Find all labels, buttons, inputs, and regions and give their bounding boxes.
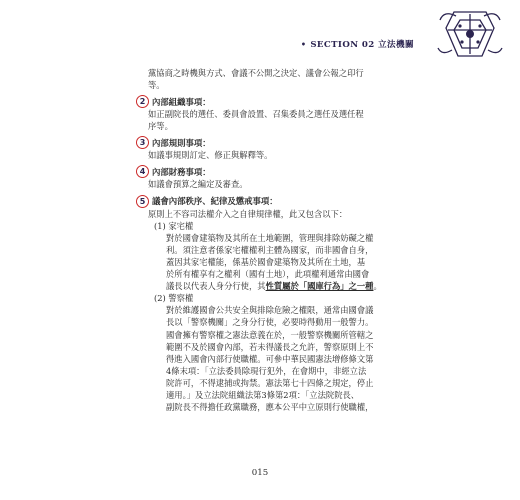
item-title: 內部規則事項： [152, 137, 211, 148]
text-line: 4條末項：「立法委員除現行犯外，在會期中，非經立法 [166, 365, 367, 376]
item-number-badge: 4 [136, 165, 149, 178]
emphasized-underlined-text: 性質屬於「國庫行為」之一種 [265, 281, 374, 292]
item-body [148, 149, 400, 161]
sub-item-label: (1) 家宅權 [154, 220, 194, 231]
list-item [139, 136, 400, 161]
text-line: 等。 [148, 80, 165, 91]
sub-item-police-right [148, 292, 400, 413]
text-line: 蓋因其家宅權能，係基於國會建築物及其所在土地，基 [166, 256, 366, 267]
running-header [301, 38, 414, 50]
text-line: 利。須注意者係家宅權權利主體為國家，而非國會自身， [166, 244, 374, 255]
item-title: 內部組織事項： [152, 96, 211, 107]
item-heading [136, 165, 400, 178]
item-heading [136, 195, 400, 208]
text-fragment: 。 [373, 281, 382, 292]
text-line: 得進入國會內部行使職權。可參中華民國憲法增修條文第 [166, 353, 374, 364]
text-line: 適用。」及立法院組織法第3條第2項：「立法院院長、 [166, 389, 360, 400]
text-line: 國會擁有警察權之憲法意義在於，一般警察機關所管轄之 [166, 329, 374, 340]
list-item [139, 95, 400, 132]
text-line: 黨協商之時機與方式、會議不公開之決定、議會公報之印行 [148, 68, 364, 78]
sub-item-body [148, 304, 400, 413]
sub-item-label: (2) 警察權 [154, 293, 194, 304]
sub-item-home-right [148, 220, 400, 293]
text-line: 對於國會建築物及其所在土地範圍，管理與排除妨礙之權 [166, 232, 374, 243]
text-line: 如正副院長的選任、委員會設置、召集委員之選任及選任程 [148, 109, 364, 120]
text-line [166, 280, 400, 292]
list-item [139, 195, 400, 414]
section-title: SECTION 02 立法機關 [310, 40, 414, 50]
page-number: 015 [251, 468, 269, 478]
intro-paragraph [148, 67, 400, 91]
text-line: 副院長不得擔任政黨職務，應本公平中立原則行使職權， [166, 402, 374, 413]
text-line: 如議事規則訂定、修正與解釋等。 [148, 150, 273, 161]
ornamental-emblem-icon [434, 6, 506, 62]
header-bullet: • [300, 39, 307, 49]
item-number-badge: 3 [136, 136, 149, 149]
item-number-badge: 5 [136, 195, 149, 208]
item-title: 內部財務事項： [152, 166, 211, 177]
item-body [148, 108, 400, 132]
text-line: 院許可，不得逮捕或拘禁。憲法第七十四條之規定，停止 [166, 377, 374, 388]
text-line: 於所有權享有之權利（國有土地），此項權利通常由國會 [166, 269, 370, 280]
text-line: 長以「警察機關」之身分行使，必要時得動用一般警力。 [166, 317, 374, 328]
main-text [139, 67, 400, 413]
item-title: 議會內部秩序、紀律及懲戒事項： [152, 196, 278, 207]
text-fragment: 議長以代表人身分行使，其 [166, 281, 266, 292]
item-heading [136, 95, 400, 108]
item-heading [136, 136, 400, 149]
item-body [148, 178, 400, 190]
item-number-badge: 2 [136, 95, 149, 108]
item-body [148, 208, 400, 220]
text-line: 範圍不及於國會內部，若未得議長之允許，警察原則上不 [166, 341, 374, 352]
text-line: 原則上不容司法權介入之自律規律權，此又包含以下： [148, 208, 348, 219]
text-line: 對於維護國會公共安全與排除危險之權限，通常由國會議 [166, 305, 374, 316]
list-item [139, 165, 400, 190]
sub-item-body [148, 232, 400, 292]
text-line: 如議會預算之編定及審查。 [148, 179, 248, 190]
text-line: 序等。 [148, 121, 173, 132]
